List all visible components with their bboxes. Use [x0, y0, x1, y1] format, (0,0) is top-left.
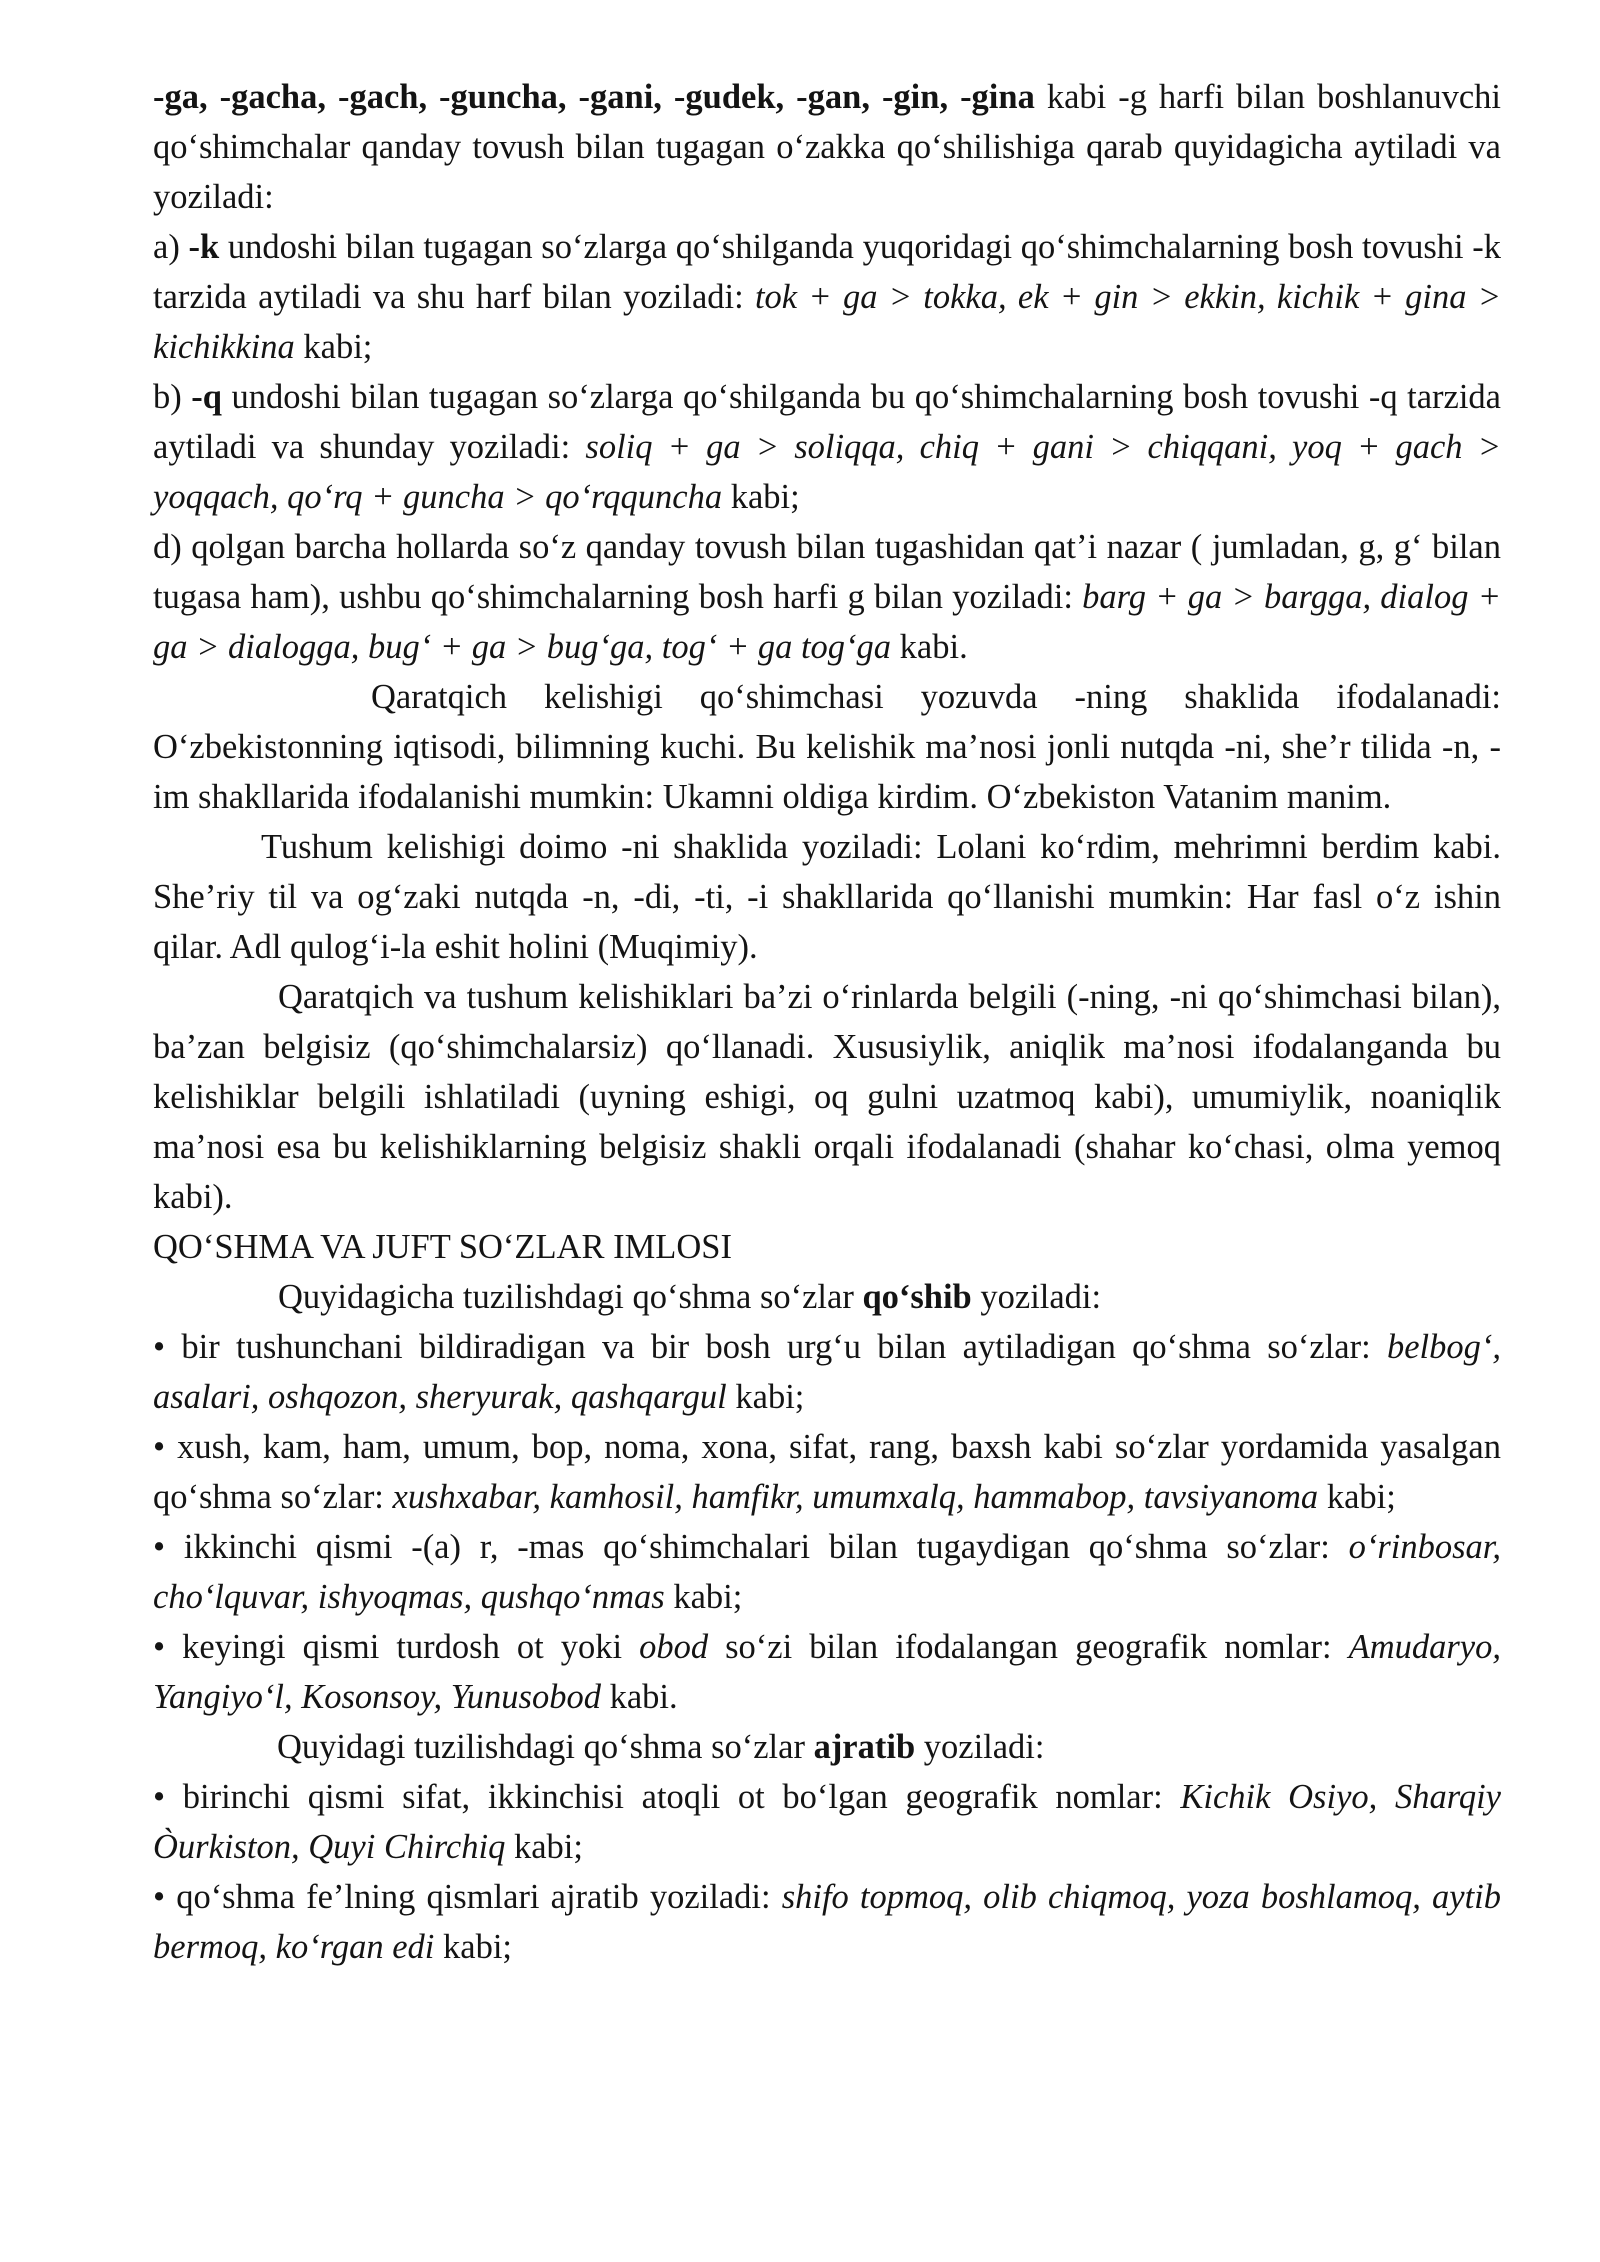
paragraph [153, 1722, 1501, 1772]
italic-example: Kichik Osiyo, Sharqiy Òurkiston, Quyi Chirchiq [153, 1778, 1501, 1866]
bold-text: ajratib [813, 1728, 916, 1766]
text-run: yoziladi: [971, 1278, 1102, 1316]
italic-example: barg + ga > bargga, dialog + ga > dialogga, bug‘ + ga > bug‘ga, tog‘ + ga tog‘ga [153, 578, 1501, 666]
paragraph [153, 672, 1501, 822]
text-run: kabi; [505, 1828, 583, 1866]
bold-text: -ga, -gacha, -gach, -guncha, -gani, -gudek, -gan, -gin, -gina [153, 78, 1035, 116]
paragraph [153, 1422, 1501, 1522]
text-run: so‘zi bilan ifodalangan geografik nomlar: [708, 1628, 1349, 1666]
text-run: kabi; [664, 1578, 743, 1616]
paragraph [153, 1322, 1501, 1422]
text-run: kabi -g harfi bilan boshlanuvchi qo‘shimchalar qanday tovush bilan tugagan o‘zakka qo‘shilishiga qarab quyidagicha aytiladi va yoziladi: [153, 78, 1501, 216]
text-run: d) qolgan barcha hollarda so‘z qanday tovush bilan tugashidan qat’i nazar ( jumladan, g, g‘ bilan tugasa ham), ushbu qo‘shimchalarning bosh harfi g bilan yoziladi: [153, 528, 1501, 616]
text-run: • birinchi qismi sifat, ikkinchisi atoqli ot bo‘lgan geografik nomlar: [153, 1778, 1181, 1816]
text-run: kabi; [726, 1378, 805, 1416]
text-run: • qo‘shma fe’lning qismlari ajratib yoziladi: [153, 1878, 782, 1916]
text-run: Quyidagicha tuzilishdagi qo‘shma so‘zlar [278, 1278, 863, 1316]
text-run: kabi; [1318, 1478, 1396, 1516]
italic-example: o‘rinbosar, cho‘lquvar, ishyoqmas, qushqo‘nmas [153, 1528, 1501, 1616]
text-run: • ikkinchi qismi -(a) r, -mas qo‘shimchalari bilan tugaydigan qo‘shma so‘zlar: [153, 1528, 1349, 1566]
document-page [153, 72, 1501, 1972]
paragraph [153, 1772, 1501, 1872]
text-run: kabi. [600, 1678, 678, 1716]
paragraph [153, 1622, 1501, 1722]
text-run: Tushum kelishigi doimo -ni shaklida yoziladi: Lolani ko‘rdim, mehrimni berdim kabi. She’riy til va og‘zaki nutqda -n, -di, -ti, -i shakllarida qo‘llanishi mumkin: Har fasl o‘z ishin qilar. Adl qulog‘i-la eshit holini (Muqimiy). [153, 828, 1501, 966]
text-run: Qaratqich va tushum kelishiklari ba’zi o‘rinlarda belgili (-ning, -ni qo‘shimchasi bilan), ba’zan belgisiz (qo‘shimchalarsiz) qo‘llanadi. Xususiylik, aniqlik ma’nosi ifodalanganda bu kelishiklar belgili ishlatiladi (uyning eshigi, oq gulni uzatmoq kabi), umumiylik, noaniqlik ma’nosi esa bu kelishiklarning belgisiz shakli orqali ifodalanadi (shahar ko‘chasi, olma yemoq kabi). [153, 978, 1501, 1216]
italic-example: soliq + ga > soliqqa, chiq + gani > chiqqani, yoq + gach > yoqqach, qo‘rq + guncha > qo‘rqquncha [153, 428, 1501, 516]
text-run: Quyidagi tuzilishdagi qo‘shma so‘zlar [277, 1728, 814, 1766]
paragraph [153, 822, 1501, 972]
paragraph [153, 1222, 1501, 1272]
italic-example: shifo topmoq, olib chiqmoq, yoza boshlamoq, aytib bermoq, ko‘rgan edi [153, 1878, 1501, 1966]
text-run: • keyingi qismi turdosh ot yoki [153, 1628, 640, 1666]
text-run: kabi; [294, 328, 373, 366]
bold-text: -k [188, 228, 220, 266]
text-run: yoziladi: [915, 1728, 1045, 1766]
paragraph [153, 1522, 1501, 1622]
text-run: • xush, kam, ham, umum, bop, noma, xona, sifat, rang, baxsh kabi so‘zlar yordamida yasalgan qo‘shma so‘zlar: [153, 1428, 1501, 1516]
paragraph [153, 522, 1501, 672]
text-run: undoshi bilan tugagan so‘zlarga qo‘shilganda bu qo‘shimchalarning bosh tovushi -q tarzida aytiladi va shunday yoziladi: [153, 378, 1501, 466]
paragraph [153, 72, 1501, 222]
text-run: Qaratqich kelishigi qo‘shimchasi yozuvda -ning shaklida ifodalanadi: O‘zbekistonning iqtisodi, bilimning kuchi. Bu kelishik ma’nosi jonli nutqda -ni, she’r tilida -n, -im shakllarida ifodalanishi mumkin: Ukamni oldiga kirdim. O‘zbekiston Vatanim manim. [153, 678, 1501, 816]
text-run: kabi; [722, 478, 800, 516]
paragraph [153, 372, 1501, 522]
text-run: b) [153, 378, 192, 416]
italic-example: tok + ga > tokka, ek + gin > ekkin, kichik + gina > kichikkina [153, 278, 1501, 366]
paragraph [153, 1272, 1501, 1322]
bold-text: -q [191, 378, 222, 416]
italic-example: Amudaryo, Yangiyo‘l, Kosonsoy, Yunusobod [153, 1628, 1501, 1716]
italic-example: obod [639, 1628, 709, 1666]
paragraph [153, 972, 1501, 1222]
paragraph [153, 222, 1501, 372]
text-run: QO‘SHMA VA JUFT SO‘ZLAR IMLOSI [153, 1228, 732, 1266]
text-run: undoshi bilan tugagan so‘zlarga qo‘shilganda yuqoridagi qo‘shimchalarning bosh tovushi -k tarzida aytiladi va shu harf bilan yoziladi: [153, 228, 1501, 316]
text-run: kabi; [434, 1928, 512, 1966]
bold-text: qo‘shib [862, 1278, 972, 1316]
italic-example: belbog‘, asalari, oshqozon, sheryurak, qashqargul [153, 1328, 1501, 1416]
text-run: kabi. [891, 628, 968, 666]
text-run: a) [153, 228, 189, 266]
italic-example: xushxabar, kamhosil, hamfikr, umumxalq, hammabop, tavsiyanoma [392, 1478, 1319, 1516]
paragraph [153, 1872, 1501, 1972]
text-run: • bir tushunchani bildiradigan va bir bosh urg‘u bilan aytiladigan qo‘shma so‘zlar: [153, 1328, 1387, 1366]
